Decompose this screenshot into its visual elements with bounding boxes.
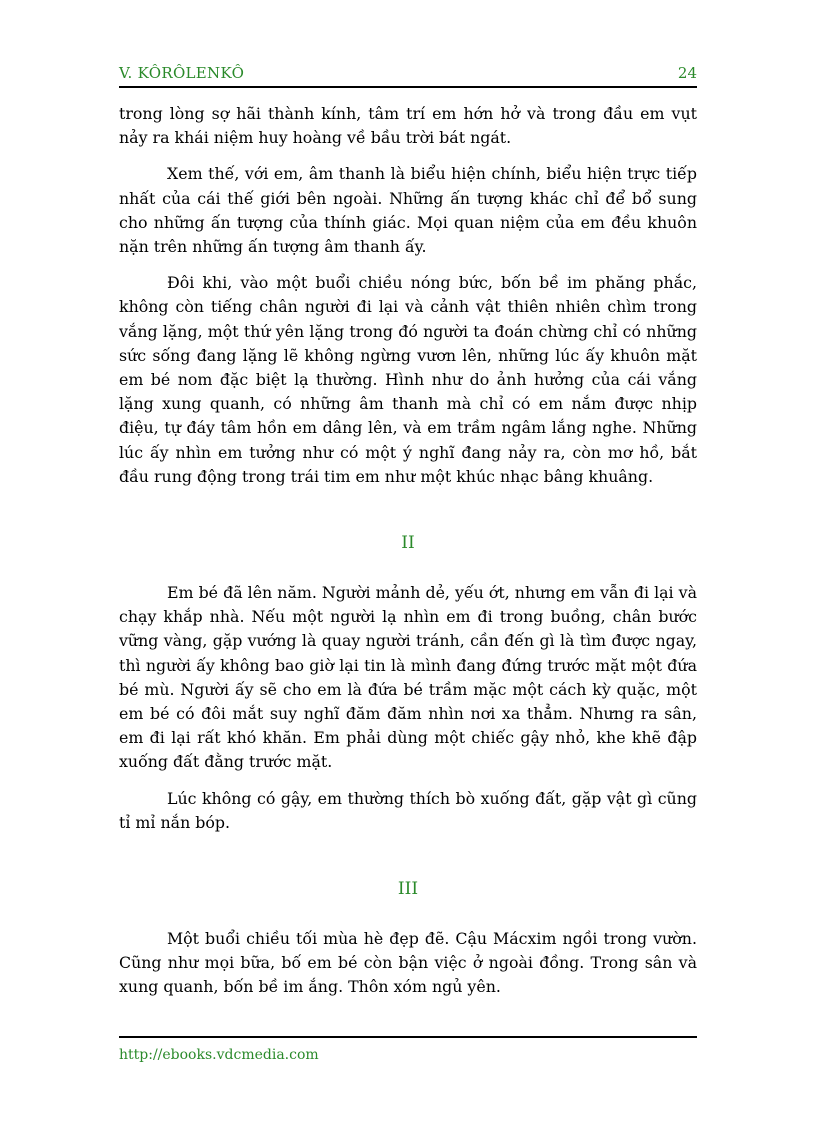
section-heading-iii: III	[397, 879, 419, 900]
paragraph-5: Lúc không có gậy, em thường thích bò xuống đất, gặp vật gì cũng tỉ mỉ nắn bóp.	[119, 788, 697, 832]
page-body	[119, 102, 697, 1012]
page-number: 24	[677, 64, 697, 82]
paragraph-6: Một buổi chiều tối mùa hè đẹp đẽ. Cậu Mácxim ngồi trong vườn. Cũng như mọi bữa, bố em bé còn bận việc ở ngoài đồng. Trong sân và xung quanh, bốn bề im ắng. Thôn xóm ngủ yên.	[119, 929, 697, 997]
page-footer	[119, 1036, 697, 1063]
paragraph-2: Xem thế, với em, âm thanh là biểu hiện chính, biểu hiện trực tiếp nhất của cái thế giới bên ngoài. Những ấn tượng khác chỉ để bổ sung cho những ấn tượng của thính giác. Mọi quan niệm của em đều khuôn nặn trên những ấn tượng âm thanh ấy.	[119, 164, 697, 257]
footer-url-link[interactable]: http://ebooks.vdcmedia.com	[119, 1047, 319, 1063]
paragraph-1: trong lòng sợ hãi thành kính, tâm trí em hớn hở và trong đầu em vụt nảy ra khái niệm huy hoàng về bầu trời bát ngát.	[119, 104, 697, 148]
paragraph-4: Em bé đã lên năm. Người mảnh dẻ, yếu ớt, nhưng em vẫn đi lại và chạy khắp nhà. Nếu một người lạ nhìn em đi trong buồng, chân bước vững vàng, gặp vướng là quay người tránh, cần đến gì là tìm được ngay, thì người ấy không bao giờ lại tin là mình đang đứng trước mặt một đứa bé mù. Người ấy sẽ cho em là đứa bé trầm mặc một cách kỳ quặc, một em bé có đôi mắt suy nghĩ đăm đăm nhìn nơi xa thẳm. Nhưng ra sân, em đi lại rất khó khăn. Em phải dùng một chiếc gậy nhỏ, khe khẽ đập xuống đất đằng trước mặt.	[119, 583, 697, 772]
header-author: V. KÔRÔLENKÔ	[119, 64, 245, 82]
paragraph-3: Đôi khi, vào một buổi chiều nóng bức, bốn bề im phăng phắc, không còn tiếng chân người đi lại và cảnh vật thiên nhiên chìm trong vắng lặng, một thứ yên lặng trong đó người ta đoán chừng chỉ có những sức sống đang lặng lẽ không ngừng vươn lên, những lúc ấy khuôn mặt em bé nom đặc biệt lạ thường. Hình như do ảnh hưởng của cái vắng lặng xung quanh, có những âm thanh mà chỉ có em nắm được nhịp điệu, tự đáy tâm hồn em dâng lên, và em trầm ngâm lắng nghe. Những lúc ấy nhìn em tưởng như có một ý nghĩ đang nảy ra, còn mơ hồ, bắt đầu rung động trong trái tim em như một khúc nhạc bâng khuâng.	[119, 273, 697, 486]
document-page	[119, 0, 697, 1123]
section-heading-ii: II	[401, 533, 415, 554]
page-header	[119, 62, 697, 88]
